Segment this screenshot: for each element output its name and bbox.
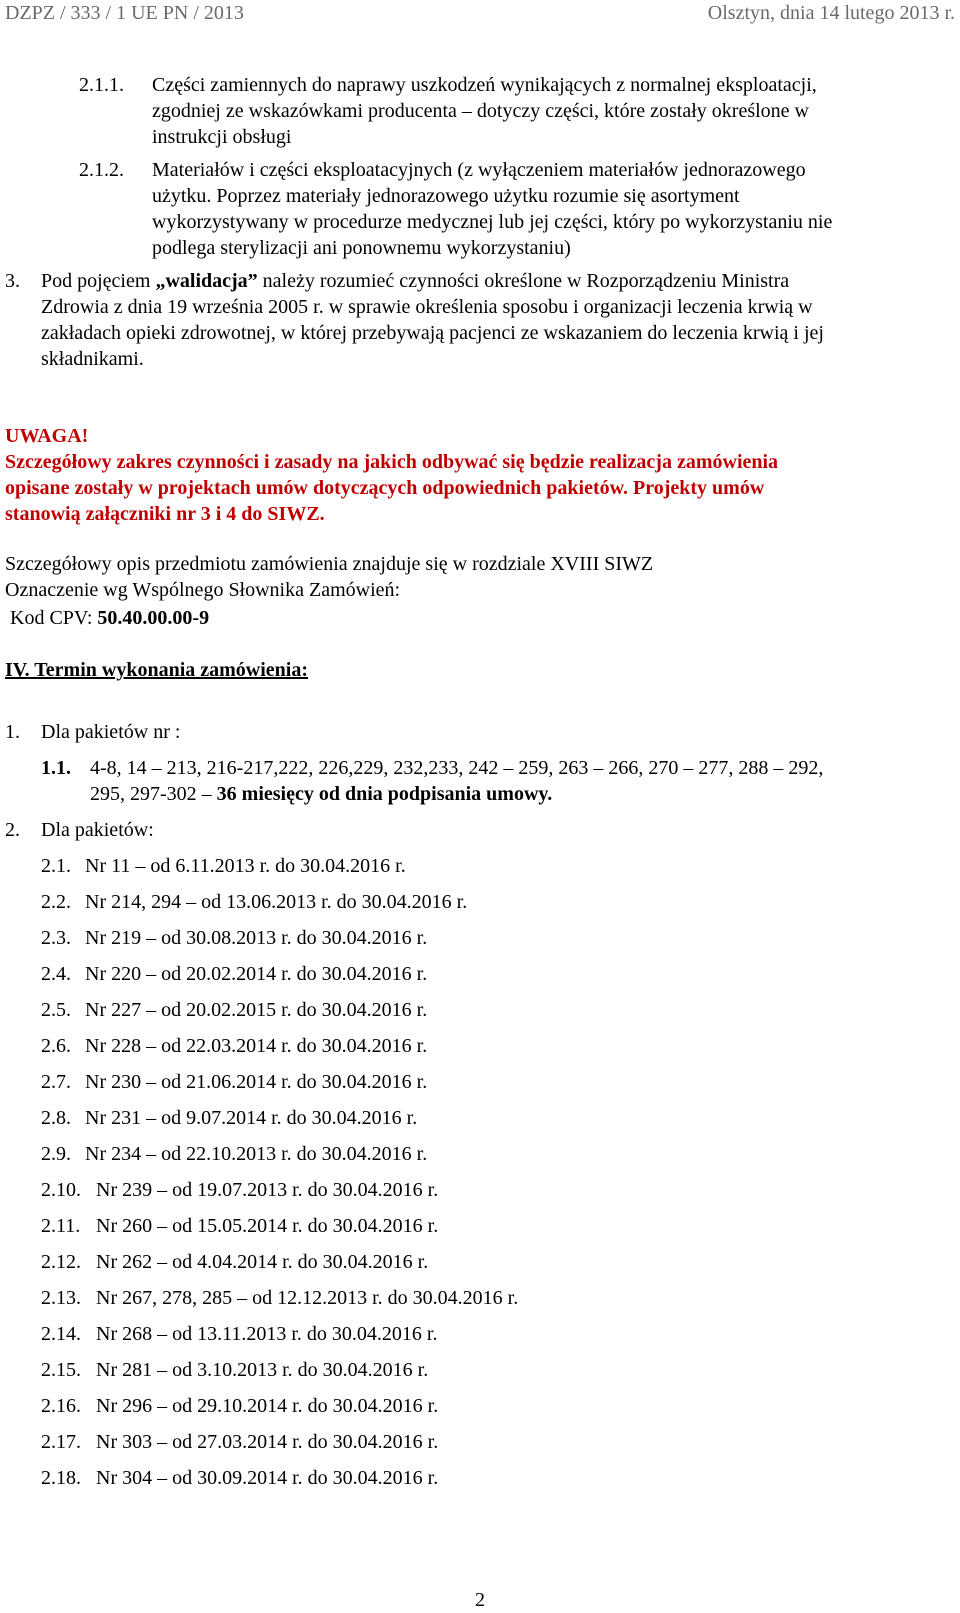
item-text: Nr 260 – od 15.05.2014 r. do 30.04.2016 r. xyxy=(96,1215,439,1237)
item-text: Nr 219 – od 30.08.2013 r. do 30.04.2016 r. xyxy=(85,927,428,949)
list-item xyxy=(41,1429,438,1455)
item-number: 2.14. xyxy=(41,1323,81,1345)
item-number: 2.7. xyxy=(41,1071,71,1093)
text-line: Materiałów i części eksploatacyjnych (z wyłączeniem materiałów jednorazowego xyxy=(152,159,806,181)
list-item xyxy=(41,1465,438,1491)
list-item xyxy=(41,1033,427,1059)
warning-text xyxy=(5,449,930,527)
item-text: Nr 239 – od 19.07.2013 r. do 30.04.2016 r. xyxy=(96,1179,439,1201)
item-number: 2.8. xyxy=(41,1107,71,1129)
item-text: Nr 227 – od 20.02.2015 r. do 30.04.2016 r. xyxy=(85,999,428,1021)
item-text: Nr 303 – od 27.03.2014 r. do 30.04.2016 r. xyxy=(96,1431,439,1453)
description-reference: Szczegółowy opis przedmiotu zamówienia znajduje się w rozdziale XVIII SIWZ xyxy=(5,553,654,575)
text-line xyxy=(90,781,930,807)
section-heading: IV. Termin wykonania zamówienia: xyxy=(5,659,309,681)
list-item xyxy=(41,1105,417,1131)
text-fragment: Pod pojęciem xyxy=(41,270,156,292)
point-number: 2. xyxy=(5,819,20,841)
list-item xyxy=(41,1285,518,1311)
list-item xyxy=(41,1393,438,1419)
item-number: 2.2. xyxy=(41,891,71,913)
item-number: 2.13. xyxy=(41,1287,81,1309)
item-number: 2.5. xyxy=(41,999,71,1021)
item-text: Nr 228 – od 22.03.2014 r. do 30.04.2016 r. xyxy=(85,1035,428,1057)
text-fragment: należy rozumieć czynności określone w Rozporządzeniu Ministra xyxy=(257,270,790,292)
subpoint-number: 1.1. xyxy=(41,757,71,779)
section-text xyxy=(41,268,930,372)
item-number: 2.1. xyxy=(41,855,71,877)
item-number: 2.16. xyxy=(41,1395,81,1417)
page-number: 2 xyxy=(475,1589,485,1611)
section-text xyxy=(152,157,930,261)
item-text: Nr 220 – od 20.02.2014 r. do 30.04.2016 r. xyxy=(85,963,428,985)
list-item xyxy=(41,1069,427,1095)
subpoint-text xyxy=(90,755,930,807)
point-text: Dla pakietów nr : xyxy=(41,721,181,743)
item-text: Nr 234 – od 22.10.2013 r. do 30.04.2016 r. xyxy=(85,1143,428,1165)
item-number: 2.6. xyxy=(41,1035,71,1057)
text-line: wykorzystywany w procedurze medycznej lub jej części, który po wykorzystaniu nie xyxy=(152,211,833,233)
item-text: Nr 268 – od 13.11.2013 r. do 30.04.2016 r. xyxy=(96,1323,438,1345)
section-number: 2.1.1. xyxy=(79,74,124,96)
text-line: Części zamiennych do naprawy uszkodzeń wynikających z normalnej eksploatacji, xyxy=(152,74,817,96)
text-line: zgodniej ze wskazówkami producenta – dotyczy części, które zostały określone w xyxy=(152,100,809,122)
list-item xyxy=(41,1177,438,1203)
section-text xyxy=(152,72,930,150)
text-line: 4-8, 14 – 213, 216-217,222, 226,229, 232,233, 242 – 259, 263 – 266, 270 – 277, 288 – 292, xyxy=(90,757,824,779)
list-item xyxy=(41,1249,428,1275)
place-and-date: Olsztyn, dnia 14 lutego 2013 r. xyxy=(707,2,955,24)
point-number: 1. xyxy=(5,721,20,743)
item-text: Nr 281 – od 3.10.2013 r. do 30.04.2016 r. xyxy=(96,1359,429,1381)
section-number: 2.1.2. xyxy=(79,159,124,181)
cpv-code-line xyxy=(10,605,209,631)
item-number: 2.12. xyxy=(41,1251,81,1273)
list-item xyxy=(41,889,467,915)
list-item xyxy=(41,961,427,987)
text-line: podlega sterylizacji ani ponownemu wykorzystaniu) xyxy=(152,237,571,259)
list-item xyxy=(41,1321,437,1347)
text-line: Szczegółowy zakres czynności i zasady na jakich odbywać się będzie realizacja zamówienia xyxy=(5,451,779,473)
item-number: 2.17. xyxy=(41,1431,81,1453)
item-number: 2.9. xyxy=(41,1143,71,1165)
text-fragment: 295, 297-302 – xyxy=(90,783,217,805)
cpv-heading: Oznaczenie wg Wspólnego Słownika Zamówień: xyxy=(5,579,401,601)
list-item xyxy=(41,853,406,879)
item-number: 2.15. xyxy=(41,1359,81,1381)
text-line: Zdrowia z dnia 19 września 2005 r. w sprawie określenia sposobu i organizacji leczenia krwią w xyxy=(41,296,813,318)
page-header xyxy=(5,0,955,26)
section-number: 3. xyxy=(5,270,20,292)
term-walidacja: „walidacja” xyxy=(155,270,258,292)
document-reference: DZPZ / 333 / 1 UE PN / 2013 xyxy=(5,2,244,24)
item-text: Nr 262 – od 4.04.2014 r. do 30.04.2016 r. xyxy=(96,1251,429,1273)
item-text: Nr 296 – od 29.10.2014 r. do 30.04.2016 r. xyxy=(96,1395,439,1417)
text-line: zakładach opieki zdrowotnej, w której przebywają pacjenci ze wskazaniem do leczenia krwią i jej xyxy=(41,322,824,344)
item-number: 2.11. xyxy=(41,1215,81,1237)
text-line xyxy=(41,268,930,294)
item-text: Nr 230 – od 21.06.2014 r. do 30.04.2016 r. xyxy=(85,1071,428,1093)
list-item xyxy=(41,1213,438,1239)
cpv-label: Kod CPV: xyxy=(10,607,98,629)
list-item xyxy=(41,925,427,951)
item-text: Nr 231 – od 9.07.2014 r. do 30.04.2016 r. xyxy=(85,1107,418,1129)
item-number: 2.3. xyxy=(41,927,71,949)
text-line: stanowią załączniki nr 3 i 4 do SIWZ. xyxy=(5,503,325,525)
item-text: Nr 267, 278, 285 – od 12.12.2013 r. do 30.04.2016 r. xyxy=(96,1287,519,1309)
item-number: 2.18. xyxy=(41,1467,81,1489)
list-item xyxy=(41,997,427,1023)
text-line: użytku. Poprzez materiały jednorazowego użytku rozumie się asortyment xyxy=(152,185,740,207)
list-item xyxy=(41,1141,427,1167)
item-text: Nr 11 – od 6.11.2013 r. do 30.04.2016 r. xyxy=(85,855,406,877)
duration-text: 36 miesięcy od dnia podpisania umowy. xyxy=(216,783,553,805)
text-line: opisane zostały w projektach umów dotyczących odpowiednich pakietów. Projekty umów xyxy=(5,477,765,499)
item-text: Nr 304 – od 30.09.2014 r. do 30.04.2016 r. xyxy=(96,1467,439,1489)
text-line: instrukcji obsługi xyxy=(152,126,292,148)
item-text: Nr 214, 294 – od 13.06.2013 r. do 30.04.2016 r. xyxy=(85,891,468,913)
cpv-code: 50.40.00.00-9 xyxy=(97,607,210,629)
text-line: składnikami. xyxy=(41,348,144,370)
list-item xyxy=(41,1357,428,1383)
point-text: Dla pakietów: xyxy=(41,819,154,841)
item-number: 2.4. xyxy=(41,963,71,985)
item-number: 2.10. xyxy=(41,1179,81,1201)
warning-title: UWAGA! xyxy=(5,425,89,447)
